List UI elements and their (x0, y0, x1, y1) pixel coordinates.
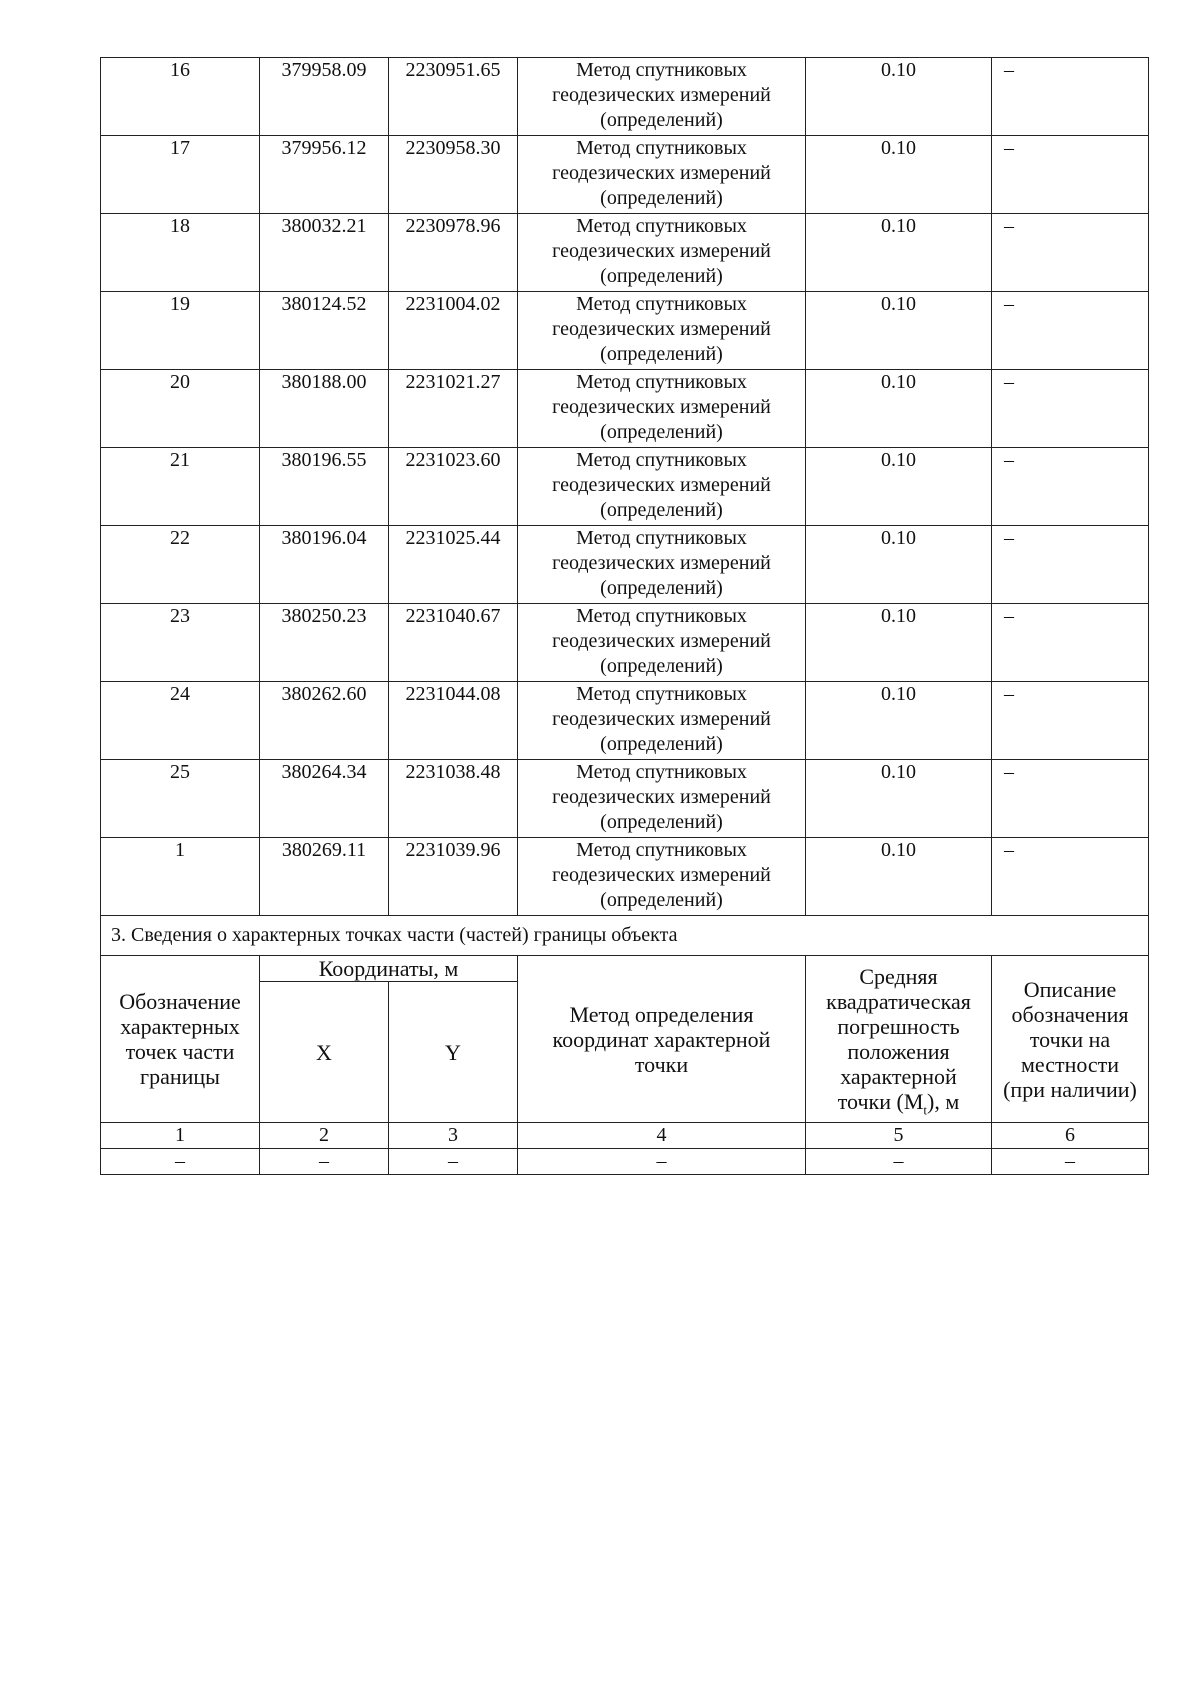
coord-x: 380124.52 (260, 292, 389, 370)
coord-x: 379958.09 (260, 58, 389, 136)
point-id: 21 (101, 448, 260, 526)
mean-square-error: 0.10 (806, 838, 992, 916)
method-line: Метод спутниковых (576, 761, 747, 783)
coord-x: 380196.55 (260, 448, 389, 526)
empty-cell: – (389, 1149, 518, 1175)
point-id: 22 (101, 526, 260, 604)
point-description: – (992, 136, 1149, 214)
method-line: геодезических измерений (552, 708, 771, 730)
coord-y: 2230978.96 (389, 214, 518, 292)
method-line: геодезических измерений (552, 630, 771, 652)
point-id: 1 (101, 838, 260, 916)
method (518, 214, 806, 292)
point-description: – (992, 448, 1149, 526)
method-line: геодезических измерений (552, 162, 771, 184)
point-description: – (992, 526, 1149, 604)
method-line: геодезических измерений (552, 84, 771, 106)
coord-y: 2230958.30 (389, 136, 518, 214)
header-method: Метод определения координат характерной точки (518, 956, 806, 1123)
method-line: (определений) (600, 655, 723, 677)
empty-data-row (101, 1149, 1149, 1175)
header-point-designation: Обозначение характерных точек части границы (101, 956, 260, 1123)
method (518, 292, 806, 370)
coord-y: 2231025.44 (389, 526, 518, 604)
column-number: 3 (389, 1123, 518, 1149)
method (518, 760, 806, 838)
point-row (101, 292, 1149, 370)
empty-cell: – (806, 1149, 992, 1175)
coord-x: 380264.34 (260, 760, 389, 838)
method-line: (определений) (600, 577, 723, 599)
point-id: 17 (101, 136, 260, 214)
mean-square-error: 0.10 (806, 370, 992, 448)
point-row (101, 760, 1149, 838)
coord-y: 2231023.60 (389, 448, 518, 526)
method (518, 604, 806, 682)
method-line: (определений) (600, 265, 723, 287)
coord-y: 2230951.65 (389, 58, 518, 136)
method (518, 136, 806, 214)
coord-x: 380196.04 (260, 526, 389, 604)
coord-y: 2231021.27 (389, 370, 518, 448)
point-row (101, 214, 1149, 292)
mean-square-error: 0.10 (806, 526, 992, 604)
method-line: Метод спутниковых (576, 59, 747, 81)
point-description: – (992, 292, 1149, 370)
mean-square-error: 0.10 (806, 760, 992, 838)
coord-y: 2231040.67 (389, 604, 518, 682)
point-row (101, 448, 1149, 526)
point-row (101, 58, 1149, 136)
mean-square-error: 0.10 (806, 682, 992, 760)
method (518, 526, 806, 604)
coord-y: 2231038.48 (389, 760, 518, 838)
empty-cell: – (518, 1149, 806, 1175)
point-description: – (992, 370, 1149, 448)
header-x: X (260, 982, 389, 1123)
mean-square-error: 0.10 (806, 604, 992, 682)
header-coordinates: Координаты, м (260, 956, 518, 982)
point-id: 25 (101, 760, 260, 838)
point-description: – (992, 838, 1149, 916)
section-3 (101, 916, 1149, 1175)
coord-y: 2231044.08 (389, 682, 518, 760)
column-number: 5 (806, 1123, 992, 1149)
column-number: 2 (260, 1123, 389, 1149)
method-line: (определений) (600, 733, 723, 755)
mean-square-error: 0.10 (806, 448, 992, 526)
method-line: геодезических измерений (552, 396, 771, 418)
point-description: – (992, 604, 1149, 682)
method-line: Метод спутниковых (576, 293, 747, 315)
column-number: 6 (992, 1123, 1149, 1149)
method (518, 58, 806, 136)
coord-x: 380262.60 (260, 682, 389, 760)
point-description: – (992, 214, 1149, 292)
point-row (101, 136, 1149, 214)
coord-x: 380188.00 (260, 370, 389, 448)
method-line: (определений) (600, 421, 723, 443)
method-line: (определений) (600, 109, 723, 131)
method-line: Метод спутниковых (576, 839, 747, 861)
point-id: 18 (101, 214, 260, 292)
point-description: – (992, 58, 1149, 136)
coord-y: 2231004.02 (389, 292, 518, 370)
method-line: геодезических измерений (552, 240, 771, 262)
header-description: Описание обозначения точки на местности (при наличии) (992, 956, 1149, 1123)
mean-square-error: 0.10 (806, 58, 992, 136)
method-line: геодезических измерений (552, 864, 771, 886)
coord-y: 2231039.96 (389, 838, 518, 916)
point-id: 20 (101, 370, 260, 448)
mean-square-error: 0.10 (806, 136, 992, 214)
point-row (101, 526, 1149, 604)
point-description: – (992, 682, 1149, 760)
mean-square-error: 0.10 (806, 214, 992, 292)
method-line: Метод спутниковых (576, 527, 747, 549)
point-row (101, 682, 1149, 760)
coord-x: 380250.23 (260, 604, 389, 682)
coord-x: 379956.12 (260, 136, 389, 214)
method-line: геодезических измерений (552, 318, 771, 340)
coordinates-table (100, 57, 1149, 1175)
coord-x: 380032.21 (260, 214, 389, 292)
header-mean-square-error: Средняя квадратическая погрешность положения характерной точки $(M_t)$, м (806, 956, 992, 1123)
column-number: 4 (518, 1123, 806, 1149)
mean-square-error: 0.10 (806, 292, 992, 370)
column-number: 1 (101, 1123, 260, 1149)
column-numbers-row (101, 1123, 1149, 1149)
point-description: – (992, 760, 1149, 838)
method (518, 370, 806, 448)
method-line: (определений) (600, 811, 723, 833)
method-line: геодезических измерений (552, 786, 771, 808)
empty-cell: – (992, 1149, 1149, 1175)
point-id: 23 (101, 604, 260, 682)
method-line: геодезических измерений (552, 552, 771, 574)
coord-x: 380269.11 (260, 838, 389, 916)
empty-cell: – (260, 1149, 389, 1175)
method-line: Метод спутниковых (576, 137, 747, 159)
method-line: Метод спутниковых (576, 605, 747, 627)
point-id: 24 (101, 682, 260, 760)
method-line: (определений) (600, 889, 723, 911)
method-line: геодезических измерений (552, 474, 771, 496)
point-id: 16 (101, 58, 260, 136)
points-table-body (101, 58, 1149, 916)
method-line: Метод спутниковых (576, 449, 747, 471)
method (518, 838, 806, 916)
section-3-title: 3. Сведения о характерных точках части (частей) границы объекта (101, 916, 1149, 956)
method (518, 682, 806, 760)
point-row (101, 604, 1149, 682)
empty-cell: – (101, 1149, 260, 1175)
header-y: Y (389, 982, 518, 1123)
method-line: (определений) (600, 187, 723, 209)
point-row (101, 370, 1149, 448)
method-line: Метод спутниковых (576, 683, 747, 705)
method-line: Метод спутниковых (576, 371, 747, 393)
method-line: (определений) (600, 343, 723, 365)
method-line: Метод спутниковых (576, 215, 747, 237)
point-id: 19 (101, 292, 260, 370)
method (518, 448, 806, 526)
point-row (101, 838, 1149, 916)
method-line: (определений) (600, 499, 723, 521)
